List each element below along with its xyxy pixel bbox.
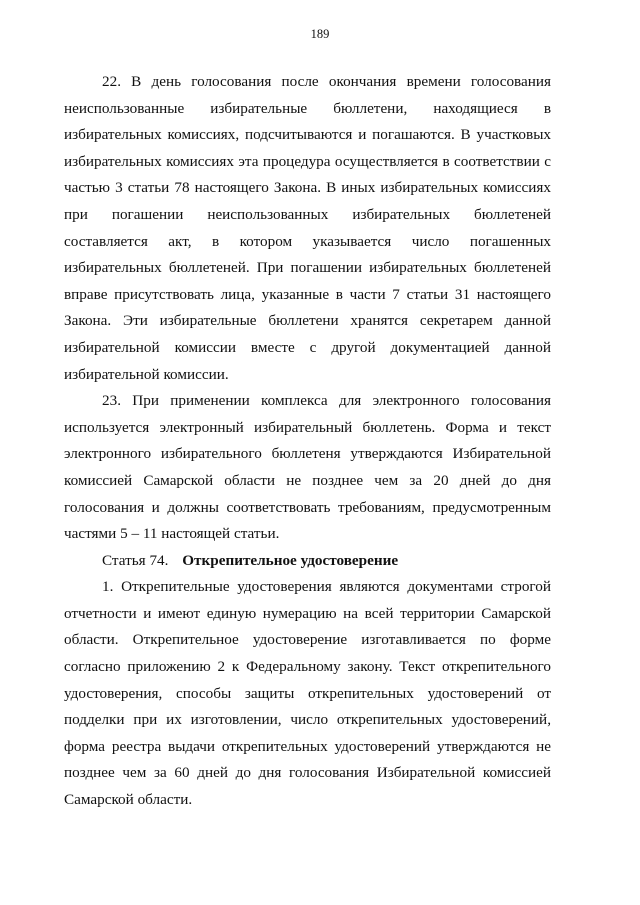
article-title: Открепительное удостоверение — [182, 551, 399, 569]
paragraph-1: 1. Открепительные удостоверения являются документами строгой отчетности и имеют единую нумерацию на всей территории Самарской области. Открепительное удостоверение изготавливается по форме согласно приложению 2 к Федеральному закону. Текст открепительного удостоверения, способы защиты открепительных удостоверений от подделки при их изготовлении, число открепительных удостоверений, форма реестра выдачи открепительных удостоверений утверждаются не позднее чем за 60 дней до дня голосования Избирательной комиссией Самарской области. — [64, 578, 551, 809]
page-number: 189 — [310, 27, 330, 41]
paragraph-23: 23. При применении комплекса для электронного голосования используется электронный избирательный бюллетень. Форма и текст электронного избирательного бюллетеня утверждаются Избирательной комиссией Самарской области не позднее чем за 20 дней до дня голосования и должны соответствовать требованиям, предусмотренным частями 5 – 11 настоящей статьи. — [64, 392, 551, 543]
article-heading — [64, 548, 551, 575]
paragraph-22: 22. В день голосования после окончания времени голосования неиспользованные избирательные бюллетени, находящиеся в избирательных комиссиях, подсчитываются и погашаются. В участковых избирательных комиссиях эта процедура осуществляется в соответствии с частью 3 статьи 78 настоящего Закона. В иных избирательных комиссиях при погашении неиспользованных избирательных бюллетеней составляется акт, в котором указывается число погашенных избирательных бюллетеней. При погашении избирательных бюллетеней вправе присутствовать лица, указанные в части 7 статьи 31 настоящего Закона. Эти избирательные бюллетени хранятся секретарем данной избирательной комиссии вместе с другой документацией данной избирательной комиссии. — [64, 73, 551, 383]
article-label: Статья 74. — [102, 551, 169, 569]
document-body — [64, 69, 551, 814]
